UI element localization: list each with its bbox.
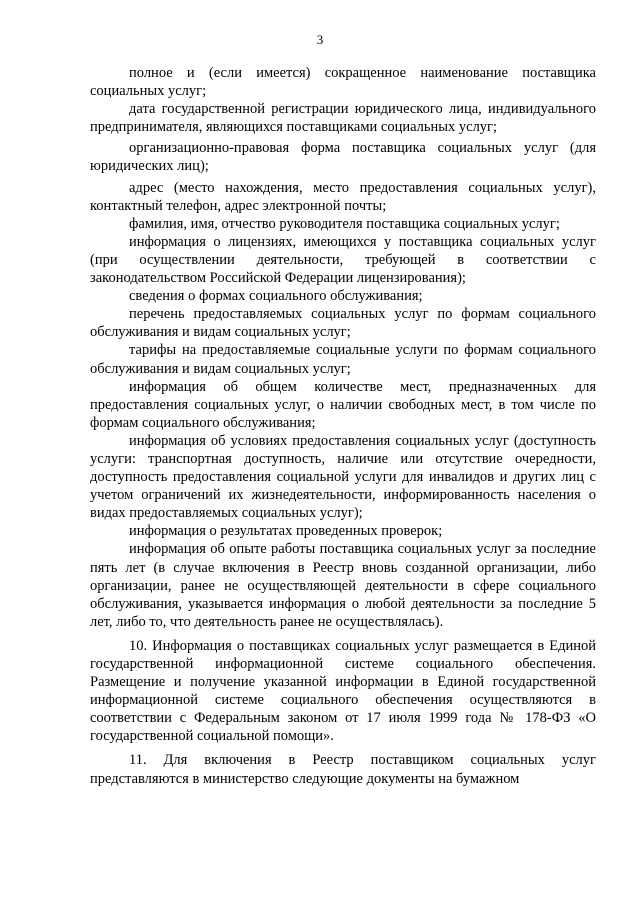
paragraph-services-list: перечень предоставляемых социальных услуг по формам социального обслуживания и видам социальных услуг; [90, 306, 596, 341]
paragraph-section-10: 10. Информация о поставщиках социальных услуг размещается в Единой государственной информационной системе социального обеспечения. Размещение и получение указанной информации в Единой государственной информационной системе социального обеспечения осуществляются в соответствии с Федеральным законом от 17 июля 1999 года № 178-ФЗ «О государственной социальной помощи». [90, 637, 596, 745]
paragraph-registration-date: дата государственной регистрации юридического лица, индивидуального предпринимателя, являющихся поставщиками социальных услуг; [90, 101, 596, 136]
paragraph-provider-name: полное и (если имеется) сокращенное наименование поставщика социальных услуг; [90, 65, 596, 100]
document-body [90, 64, 596, 788]
paragraph-section-11: 11. Для включения в Реестр поставщиком социальных услуг представляются в министерство следующие документы на бумажном [90, 752, 596, 787]
page-number: 3 [316, 32, 324, 47]
paragraph-tariffs: тарифы на предоставляемые социальные услуги по формам социального обслуживания и видам социальных услуг; [90, 342, 596, 377]
paragraph-service-forms: сведения о формах социального обслуживания; [129, 288, 423, 305]
paragraph-legal-form: организационно-правовая форма поставщика социальных услуг (для юридических лиц); [90, 140, 596, 175]
paragraph-director-name: фамилия, имя, отчество руководителя поставщика социальных услуг; [129, 215, 560, 232]
paragraph-address-contacts: адрес (место нахождения, место предоставления социальных услуг), контактный телефон, адрес электронной почты; [90, 179, 596, 214]
paragraph-work-experience: информация об опыте работы поставщика социальных услуг за последние пять лет (в случае включения в Реестр вновь созданной организации, либо организации, ранее не осуществляющей деятельности в сфере социального обслуживания, указывается информация о любой деятельности за последние 5 лет, либо то, что деятельность ранее не осуществлялась). [90, 541, 596, 630]
paragraph-places-count: информация об общем количестве мест, предназначенных для предоставления социальных услуг, о наличии свободных мест, в том числе по формам социального обслуживания; [90, 378, 596, 431]
paragraph-inspection-results: информация о результатах проведенных проверок; [129, 523, 443, 540]
paragraph-service-conditions: информация об условиях предоставления социальных услуг (доступность услуги: транспортная доступность, наличие или отсутствие очередности, доступность предоставления социальной услуги для инвалидов и других лиц с учетом ограничений их жизнедеятельности, информированность населения о видах предоставляемых социальных услуг); [90, 432, 596, 522]
paragraph-licenses: информация о лицензиях, имеющихся у поставщика социальных услуг (при осуществлении деятельности, требующей в соответствии с законодательством Российской Федерации лицензирования); [90, 233, 596, 287]
